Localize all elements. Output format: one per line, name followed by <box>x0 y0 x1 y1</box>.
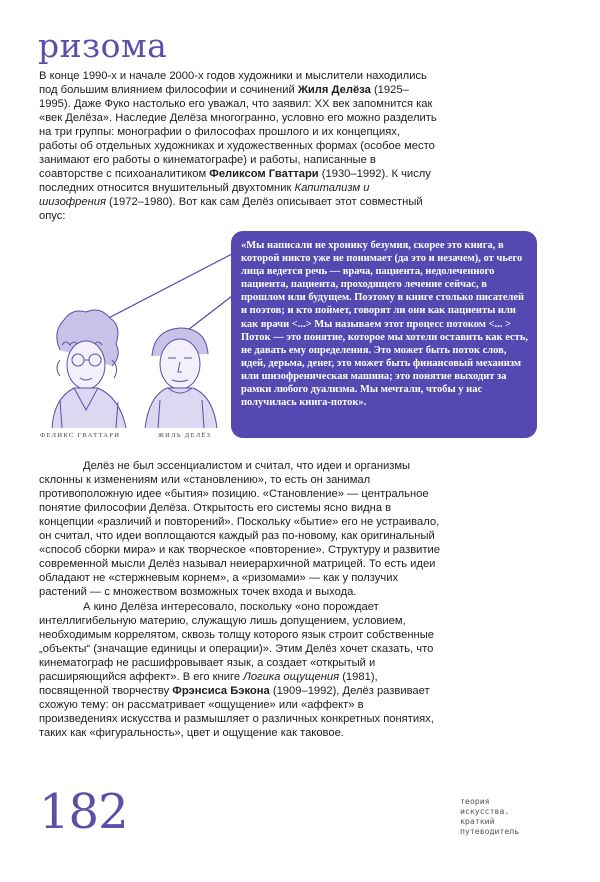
caption-deleuze: ЖИЛЬ ДЕЛЁЗ <box>158 432 212 439</box>
book-capitalism: Капитализм и шизофрения <box>39 182 370 209</box>
caption-guattari: ФЕЛИКС ГВАТТАРИ <box>40 432 121 439</box>
intro-text-1: В конце 1990-х и начале 2000-х годов художники и мыслители находились под большим влиянием философии и сочинений <box>39 70 427 97</box>
book-title-line: теория <box>460 796 490 806</box>
body3-text-b: (1981), посвященной творчеству <box>39 671 378 698</box>
intro-text-2: (1925–1995). Даже Фуко настолько его уважал, что заявил: XX век запомнится как «век Делёза». Наследие Делёза многогранно, условно его можно разделить на три группы: монографии о философах прошлого и их концепциях, работы об отдельных художниках и художественных формах (особое место занимают его работы о кинематографе) и работы, написанные в соавторстве с психоаналитиком <box>39 84 437 181</box>
name-deleuze: Жиля Делёза <box>297 84 371 97</box>
book-logic-sensation: Логика ощущения <box>243 671 340 684</box>
body3-text-a: А кино Делёза интересовало, поскольку «оно порождает интеллигибельную материю, служащую лишь допущением, условием, необходимым коррелятом, сквозь толщу которого язык строит собственные „объекты“ (значащие единицы и операции)». Этим Делёз хочет сказать, что кинематограф не расшифровывает язык, а создает «открытый и расширяющийся аффект». В его книге <box>39 601 434 684</box>
guattari-drawing <box>52 310 126 428</box>
quote-text: «Мы написали не хронику безумия, скорее это книга, в которой никто уже не понимает (да это и незачем), от чьего лица ведется речь — врача, пациента, недолеченного пациента, пациента, проходящего лечение сейчас, в прошлом или будущем. Поэтому в книге столько писателей и поэтов; и кто поймет, говорят ли они как пациенты или как врачи <...> Мы называем этот процесс потоком <... > Поток — это понятие, которое мы хотели оставить как есть, не давать ему определения. Это может быть поток слов, идей, дерьма, денег, это может быть финансовый механизм или шизофреническая машина; это понятие выходит за рамки любого дуализма. Мы мечтали, чтобы у нас получилась книга-поток». <box>241 240 529 409</box>
body-paragraph-3 <box>39 600 441 740</box>
intro-text-3: (1930–1992). К числу последних относится внушительный двухтомник <box>39 168 431 195</box>
page-number: 182 <box>39 784 128 840</box>
body3-text-c: (1909–1992), Делёз развивает схожую тему: он рассматривает «ощущение» или «аффект» в произведениях искусства и размышляет о различных конкретных понятиях, таких как «фигуральность», цвет и ощущение как таковое. <box>39 685 434 740</box>
book-title <box>460 796 570 836</box>
name-bacon: Фрэнсиса Бэкона <box>172 685 270 698</box>
book-title-line: краткий <box>460 816 495 826</box>
book-title-line: искусства. <box>460 806 510 816</box>
body2-text: Делёз не был эссенциалистом и считал, что идеи и организмы склонны к изменениям или «становлению», то есть он занимал противоположную идее «бытия» позицию. «Становление» — центральное понятие философии Делёза. Открытость его системы ясно видна в концепции «различий и повторений». Поскольку «бытие» его не устраивало, он считал, что идеи воплощаются каждый раз по-новому, как оригинальный «способ сборки мира» и как творческое «повторение». Структуру и развитие современной мысли Делёз называл неиерархичной матрицей. То есть идеи обладают не «стержневым корнем», а «ризомами» — как у ползучих растений — с множеством возможных точек входа и выхода. <box>39 460 441 599</box>
deleuze-drawing <box>145 328 217 428</box>
section-title: ризома <box>38 26 168 65</box>
intro-text-4: (1972–1980). Вот как сам Делёз описывает этот совместный опус: <box>39 196 423 223</box>
book-title-line: путеводитель <box>460 826 520 836</box>
name-guattari: Феликсом Гваттари <box>209 168 319 181</box>
body-paragraph-2 <box>39 459 441 599</box>
